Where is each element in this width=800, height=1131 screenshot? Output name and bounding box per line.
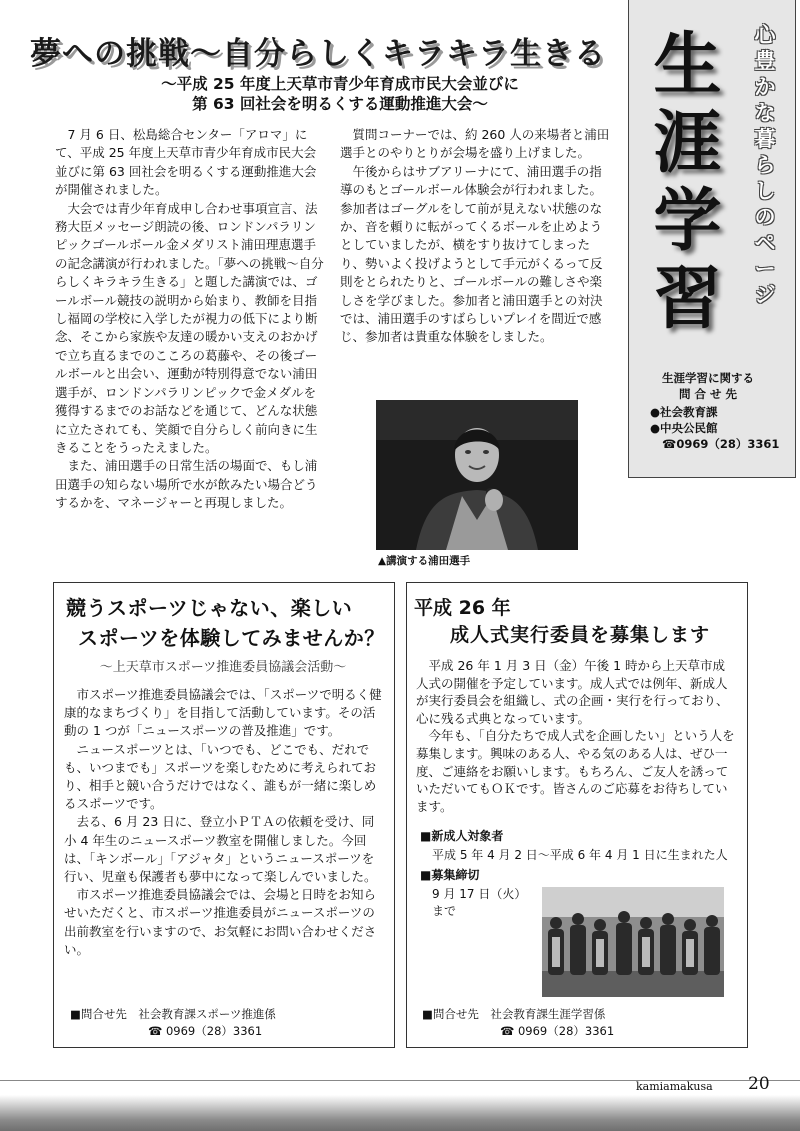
ceremony-target-text: 平成 5 年 4 月 2 日～平成 6 年 4 月 1 日に生まれた人 [432, 848, 728, 862]
contact-dept: ●社会教育課 [650, 405, 718, 419]
vertical-char: 暮 [754, 127, 776, 151]
contact-heading-line1: 生涯学習に関する [662, 371, 754, 385]
sports-contact [70, 1006, 276, 1040]
article-paragraph: 大会では青少年育成申し合わせ事項宣言、法務大臣メッセージ朗読の後、ロンドンパラリンピックゴールボール金メダリスト浦田理恵選手の記念講演が行われました。「夢への挑戦～自分らしくキラキラ生きる」と題した講演では、ゴールボール競技の説明から始まり、教師を目指し福岡の学校に入学したが視力の低下により断念、そこから家族や友達の暖かい支えのおかげで立ち直るまでのこころの葛藤や、その後ゴールボールと出会い、運動が特別得意でない浦田選手が、ロンドンパラリンピックで金メダルを獲得するまでのお話などを通じて、どんな状態に立たされても、笑顔で自分らしく前向きに生きることをうったえました。 [55, 200, 324, 455]
sidebar-title-char: 涯 [653, 103, 722, 183]
article-paragraph: 7 月 6 日、松島総合センター「アロマ」にて、平成 25 年度上天草市青少年育成市民大会並びに第 63 回社会を明るくする運動推進大会が開催されました。 [55, 127, 317, 198]
contact-heading-line2: 問 合 せ 先 [678, 387, 737, 401]
vertical-char: ジ [754, 283, 776, 307]
ceremony-paragraph: 今年も、「自分たちで成人式を企画したい」という人を募集します。興味のある人、やる気のある人は、ぜひ一度、ご連絡をお願いします。もちろん、ご友人を誘っていただいてもＯＫです。皆さんのご応募をお待ちしています。 [416, 728, 735, 814]
ceremony-contact-phone: ☎ 0969（28）3361 [500, 1024, 615, 1038]
ceremony-deadline [432, 886, 527, 920]
vertical-char: な [754, 101, 776, 125]
sports-body [64, 686, 384, 959]
sidebar-title-char: 生 [653, 25, 722, 105]
sports-paragraph: 去る、6 月 23 日に、登立小ＰＴＡの依頼を受け、同小 4 年生のニュースポーツ教室を開催しました。今回は、「キンボール」「アジャタ」というニュースポーツを行い、児童も保護者も夢中になって楽しんでいました。 [64, 814, 377, 885]
article-left-column [55, 126, 325, 513]
ceremony-target-heading: ■新成人対象者 [420, 829, 504, 843]
sidebar-title-char: 習 [653, 259, 722, 339]
sports-subtitle: ～上天草市スポーツ推進委員協議会活動～ [99, 660, 347, 675]
vertical-char: ペ [754, 231, 776, 255]
sidebar-contact-list [650, 404, 779, 452]
sports-paragraph: 市スポーツ推進委員協議会では、「スポーツで明るく健康的なまちづくり」を目指して活動しています。その活動の 1 つが「ニュースポーツの普及推進」です。 [64, 687, 382, 739]
speaker-photo [376, 400, 578, 550]
ceremony-contact-line: ■問合せ先 社会教育課生涯学習係 [422, 1007, 606, 1021]
page-number: 20 [748, 1074, 770, 1094]
vertical-char: ー [754, 257, 776, 281]
article-paragraph: また、浦田選手の日常生活の場面で、もし浦田選手の知らない場所で水が飲みたい場合どうするかを、マネージャーと再現しました。 [55, 458, 318, 511]
ceremony-deadline-date: 9 月 17 日（火） [432, 887, 527, 901]
ceremony-title-line2: 成人式実行委員を募集します [450, 624, 711, 646]
sports-title-line1: 競うスポーツじゃない、楽しい [66, 596, 353, 620]
speaker-photo-graphic [376, 400, 578, 550]
ceremony-contact [422, 1006, 614, 1040]
vertical-char: の [754, 205, 776, 229]
ceremony-deadline-suffix: まで [432, 904, 457, 918]
ceremony-photo [542, 887, 724, 997]
footer-band [0, 1095, 800, 1131]
photo-caption: ▲講演する浦田選手 [378, 555, 471, 567]
article-paragraph: 質問コーナーでは、約 260 人の来場者と浦田選手とのやりとりが会場を盛り上げました。 [340, 127, 610, 161]
sidebar-title [640, 26, 735, 338]
article-right-column [340, 126, 610, 347]
article-subtitle-line1: ～平成 25 年度上天草市青少年育成市民大会並びに [161, 75, 519, 93]
vertical-char: 心 [754, 23, 776, 47]
sports-title [66, 593, 386, 653]
contact-dept: ●中央公民館 [650, 421, 718, 435]
ceremony-paragraph: 平成 26 年 1 月 3 日（金）午後 1 時から上天草市成人式の開催を予定しています。成人式では例年、新成人が実行委員会を組織し、式の企画・実行を行っており、心に残る式典となっています。 [416, 658, 729, 726]
sidebar-contact-heading [648, 370, 768, 402]
vertical-char: し [754, 179, 776, 203]
contact-phone: ☎0969（28）3361 [662, 437, 780, 451]
vertical-char: ら [754, 153, 776, 177]
sports-contact-phone: ☎ 0969（28）3361 [148, 1024, 263, 1038]
article-paragraph: 午後からはサブアリーナにて、浦田選手の指導のもとゴールボール体験会が行われました。参加者はゴーグルをして前が見えない状態のなか、音を頼りに転がってくるボールを止めようとしていましたが、横をすり抜けてしまったり、勢いよく投げようとして手元がくるって反則をとられたりと、ゴールボールの難しさや楽しさを学びました。参加者と浦田選手との対決では、浦田選手のすばらしいプレイを間近で感じ、参加者は貴重な体験をしました。 [340, 163, 603, 345]
ceremony-deadline-heading: ■募集締切 [420, 868, 480, 882]
ceremony-body [416, 657, 736, 815]
vertical-char: か [754, 75, 776, 99]
sports-title-line2: スポーツを体験してみませんか？ [78, 626, 385, 650]
sports-paragraph: 市スポーツ推進委員協議会では、会場と日時をお知らせいただくと、市スポーツ推進委員がニュースポーツの出前教室を行いますので、お気軽にお問い合わせください。 [64, 887, 377, 957]
article-title: 夢への挑戦～自分らしくキラキラ生きる [30, 36, 606, 72]
ceremony-photo-graphic [542, 887, 724, 997]
footer-publication: kamiamakusa [636, 1080, 713, 1093]
sports-contact-line: ■問合せ先 社会教育課スポーツ推進係 [70, 1007, 276, 1021]
ceremony-title-line1: 平成 26 年 [414, 597, 511, 619]
article-subtitle-line2: 第 63 回社会を明るくする運動推進大会～ [192, 95, 488, 113]
sports-paragraph: ニュースポーツとは、「いつでも、どこでも、だれでも、いつまでも」スポーツを楽しむために考えられており、相手と競い合うだけではなく、誰もが一緒に楽しめるスポーツです。 [64, 741, 377, 812]
vertical-char: 豊 [754, 49, 776, 73]
sidebar-title-char: 学 [653, 181, 722, 261]
article-subtitle [40, 74, 640, 114]
sidebar-vertical-caption [748, 22, 782, 308]
